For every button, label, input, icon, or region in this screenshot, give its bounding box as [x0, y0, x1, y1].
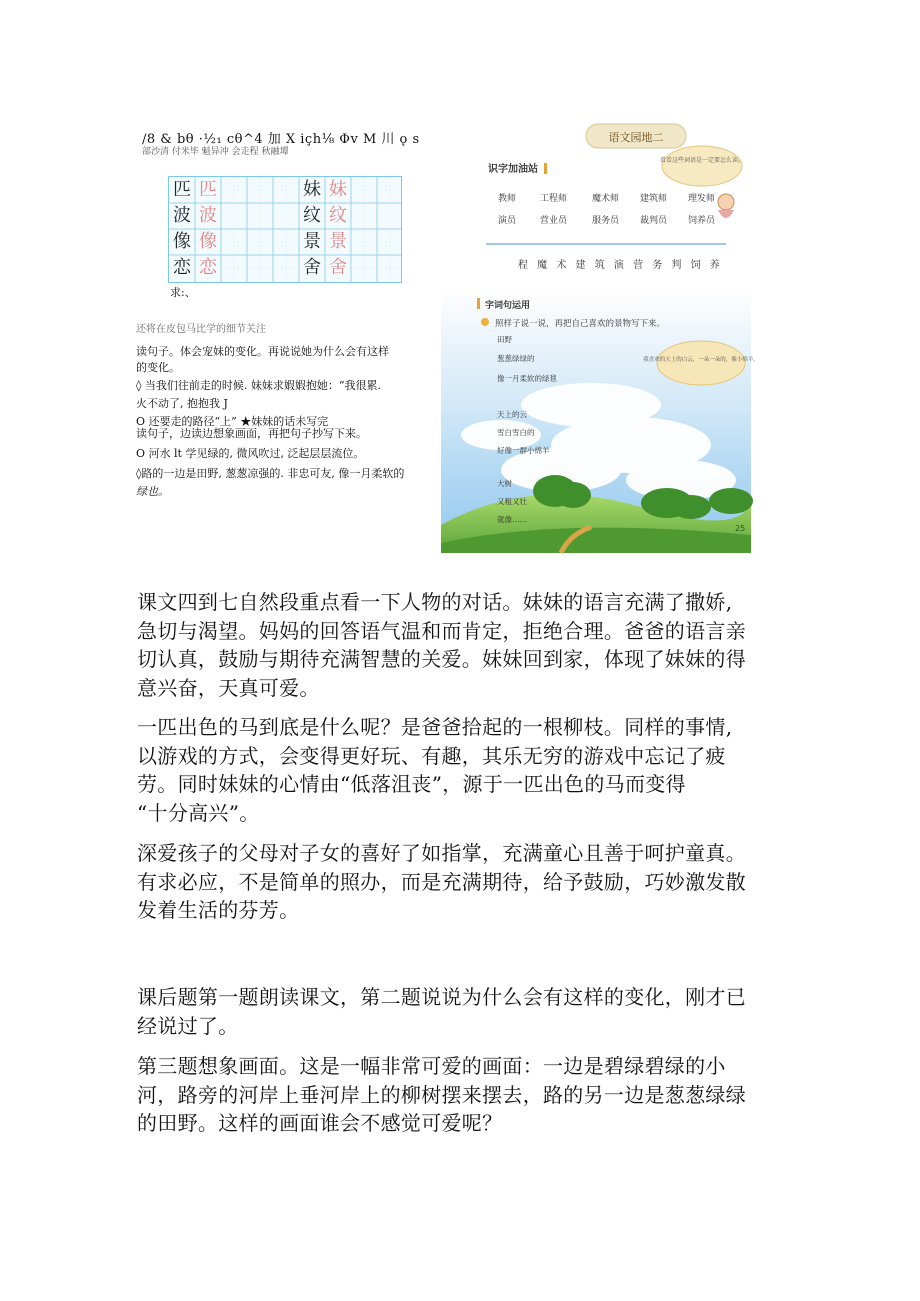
landscape-section: 字词句运用	[485, 301, 531, 311]
poem-line: 像一月柔软的绿毯	[497, 374, 557, 383]
paragraph-line: 经说过了。	[137, 1013, 239, 1038]
grid-char: 妹	[303, 179, 321, 200]
paragraph-line: 发着生活的芬芳。	[137, 898, 300, 922]
poem-line: 葱葱绿绿的	[497, 354, 535, 363]
vocab-chars: 程 魔 术 建 筑 演 营 务 判 饲 养	[518, 260, 723, 271]
vocab-panel	[476, 122, 748, 280]
grid-char-trace: 恋	[199, 257, 217, 278]
grid-char: 纹	[303, 205, 321, 226]
paragraph-willow-horse	[137, 713, 787, 827]
paragraph-imagine-scene	[137, 1052, 787, 1138]
poem-line: 雪白雪白的	[497, 428, 535, 437]
vocab-title: 语文园地二	[608, 131, 664, 144]
grid-char-trace: 纹	[329, 205, 347, 226]
writing-grid	[168, 176, 402, 283]
grid-caption: 求:、	[170, 286, 196, 299]
textbook-image-vocab	[476, 122, 748, 280]
vocab-word: 建筑师	[640, 194, 668, 204]
vocab-section: 识字加油站	[488, 164, 538, 175]
vocab-word: 工程师	[540, 194, 568, 204]
instruction-line: ◊路的一边是田野, 葱葱凉强的. 非忠可友, 像一月柔软的	[136, 467, 405, 480]
grid-char-trace: 波	[199, 205, 217, 226]
textbook-image-landscape	[441, 295, 759, 553]
paragraph-line: 河，路旁的河岸上垂河岸上的柳树摆来摆去，路的另一边是葱葱绿绿	[137, 1082, 746, 1107]
paragraph-parents	[137, 839, 787, 925]
grid-char: 波	[173, 205, 191, 226]
instruction-line-cropped: O 还要走的路径“上” ★妹妹的话未写完	[136, 415, 329, 428]
cropped-line: 还将在皮包马比学的细节关注	[136, 324, 266, 335]
instruction-line: 火不动了, 抱抱我 J	[136, 397, 228, 410]
vocab-bubble: 看看这些词语是一定要怎么读。	[659, 157, 745, 164]
poem-line: 天上的云	[497, 410, 527, 419]
paragraph-line: 劳。同时妹妹的心情由“低落沮丧”，源于一匹出色的马而变得	[137, 772, 686, 796]
textbook-scan-left	[138, 124, 438, 504]
landscape-instruction: 照样子说一说，再把自己喜欢的景物写下来。	[495, 319, 666, 329]
instruction-line: O 河水 lt 学见绿的, 微风吹过, 泛起层层流位。	[136, 447, 365, 460]
paragraph-exercises	[137, 983, 787, 1040]
page-number: 25	[735, 524, 746, 533]
paragraph-line: 课文四到七自然段重点看一下人物的对话。妹妹的语言充满了撒娇,	[137, 590, 733, 614]
poem-line: 田野	[497, 335, 512, 344]
paragraph-line: 意兴奋，天真可爱。	[137, 675, 320, 700]
instruction-line: 读句子，边读边想象画面，再把句子抄写下来。	[136, 427, 367, 440]
paragraph-line: 有求必应，不是简单的照办，而是充满期待，给予鼓励，巧妙激发散	[137, 869, 746, 894]
poem-line: 就像……	[497, 515, 527, 524]
landscape-illustration	[441, 295, 759, 553]
paragraph-dialogue-analysis	[137, 588, 787, 702]
instruction-line: 的变化。	[136, 361, 180, 374]
paragraph-line: 深爱孩子的父母对子女的喜好了如指掌，充满童心且善于呵护童真。	[137, 841, 746, 865]
paragraph-line: “十分高兴”。	[137, 800, 260, 825]
grid-char: 舍	[303, 257, 321, 278]
grid-char: 景	[303, 231, 321, 252]
paragraph-line: 课后题第一题朗读课文，第二题说说为什么会有这样的变化，刚才已	[137, 985, 746, 1009]
poem-line: 又粗又壮	[497, 497, 527, 506]
grid-char-trace: 像	[199, 231, 217, 252]
grid-char: 像	[173, 231, 191, 252]
poem-line: 好像一群小绵羊	[497, 446, 550, 455]
instruction-line: ◊ 当我们往前走的时候. 妹妹求婽婽抱她：“我很累.	[136, 379, 382, 392]
vocab-word: 教师	[498, 194, 517, 204]
paragraph-line: 一匹出色的马到底是什么呢？是爸爸拾起的一根柳枝。同样的事情,	[137, 715, 733, 739]
pinyin-row: 部沙清 付米毕 魁异冲 会走程 秋融墰	[142, 147, 289, 157]
vocab-word: 裁判员	[640, 216, 668, 226]
paragraph-line: 的田野。这样的画面谁会不感觉可爱呢？	[137, 1111, 503, 1135]
instruction-line: 读句子。体会宠妹的变化。再说说她为什么会有这样	[136, 345, 389, 358]
vocab-word: 魔术师	[592, 194, 620, 204]
vocab-word: 饲养员	[688, 216, 716, 226]
grid-char: 匹	[173, 179, 191, 200]
paragraph-line: 切认真，鼓励与期待充满智慧的关爱。妹妹回到家，体现了妹妹的得	[137, 647, 746, 671]
grid-char-trace: 妹	[329, 179, 347, 200]
grid-char: 恋	[173, 257, 191, 278]
instruction-line: 绿也。	[136, 485, 169, 498]
paragraph-line: 以游戏的方式，会变得更好玩、有趣，其乐无穷的游戏中忘记了疲	[137, 743, 726, 768]
grid-char-trace: 舍	[329, 257, 347, 278]
vocab-word: 演员	[498, 216, 517, 226]
landscape-bubble: 我喜欢的天上的白云，一朵一朵的，像小绵羊。	[643, 357, 759, 363]
grid-char-trace: 匹	[199, 179, 217, 200]
vocab-word: 理发师	[688, 194, 716, 204]
garbled-header: /8 & bθ ·½₁ cθ^4 加 X içh⅛ Φv M 川 ǫ s	[142, 132, 420, 147]
poem-line: 大树	[497, 479, 512, 488]
paragraph-line: 急切与渴望。妈妈的回答语气温和而肯定，拒绝合理。爸爸的语言亲	[137, 618, 746, 643]
vocab-word: 营业员	[540, 216, 568, 226]
grid-char-trace: 景	[329, 231, 347, 252]
paragraph-line: 第三题想象画面。这是一幅非常可爱的画面：一边是碧绿碧绿的小	[137, 1054, 726, 1078]
vocab-word: 服务员	[592, 216, 620, 226]
